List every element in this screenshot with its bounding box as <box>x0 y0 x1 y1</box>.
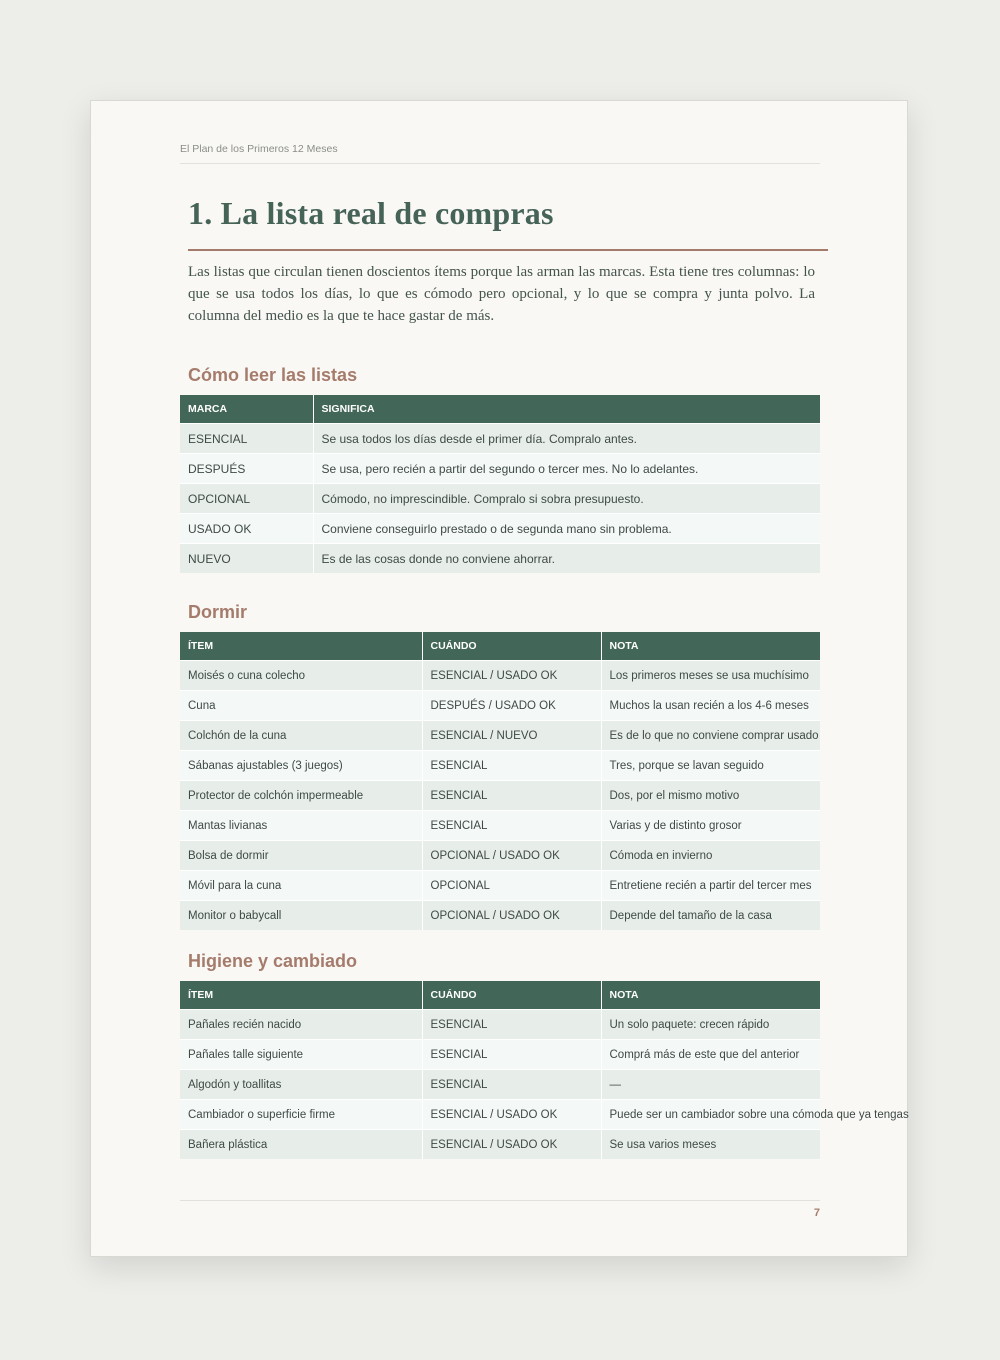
table-cell: DESPUÉS / USADO OK <box>422 691 601 721</box>
table-cell: Bolsa de dormir <box>180 841 422 871</box>
section-title-hygiene: Higiene y cambiado <box>188 951 358 971</box>
table-cell: ESENCIAL <box>422 1040 601 1070</box>
table-cell: Móvil para la cuna <box>180 871 422 901</box>
footer-divider <box>180 1200 820 1201</box>
chapter-title: 1. La lista real de compras <box>188 195 554 231</box>
table-cell: Bañera plástica <box>180 1130 422 1160</box>
table-cell: ESENCIAL <box>422 751 601 781</box>
table-row <box>180 811 820 841</box>
table-cell: Se usa todos los días desde el primer día. Compralo antes. <box>313 424 820 454</box>
column-header: SIGNIFICA <box>313 395 820 424</box>
intro-paragraph: Las listas que circulan tienen doscientos ítems porque las arman las marcas. Esta tiene tres columnas: lo que se usa todos los días, lo que es cómodo pero opcional, y lo que se compra y junta polvo. La columna del medio es la que te hace gastar de más. <box>188 264 815 324</box>
table-cell: Pañales talle siguiente <box>180 1040 422 1070</box>
table-cell: Entretiene recién a partir del tercer mes <box>601 871 820 901</box>
table-cell: Un solo paquete: crecen rápido <box>601 1010 820 1040</box>
running-header: El Plan de los Primeros 12 Meses <box>180 143 820 164</box>
table-cell: Puede ser un cambiador sobre una cómoda que ya tengas <box>601 1100 820 1130</box>
table-cell: Es de lo que no conviene comprar usado <box>601 721 820 751</box>
table-row <box>180 1070 820 1100</box>
table-cell: Protector de colchón impermeable <box>180 781 422 811</box>
table-cell: Se usa, pero recién a partir del segundo o tercer mes. No lo adelantes. <box>313 454 820 484</box>
table-row <box>180 661 820 691</box>
table-cell: Dos, por el mismo motivo <box>601 781 820 811</box>
legend-table <box>180 395 820 573</box>
table-row <box>180 781 820 811</box>
table-cell: ESENCIAL <box>422 811 601 841</box>
table-cell: ESENCIAL <box>422 781 601 811</box>
table-cell: DESPUÉS <box>180 454 313 484</box>
table-cell: Monitor o babycall <box>180 901 422 931</box>
table-row <box>180 751 820 781</box>
table-cell: ESENCIAL / USADO OK <box>422 1100 601 1130</box>
table-cell: Tres, porque se lavan seguido <box>601 751 820 781</box>
table-cell: — <box>601 1070 820 1100</box>
column-header: NOTA <box>601 981 820 1010</box>
section-title-legend: Cómo leer las listas <box>188 365 358 385</box>
sleep-table <box>180 632 820 930</box>
table-cell: Los primeros meses se usa muchísimo <box>601 661 820 691</box>
table-cell: ESENCIAL <box>180 424 313 454</box>
table-header-row <box>180 981 820 1010</box>
table-cell: Varias y de distinto grosor <box>601 811 820 841</box>
table-row <box>180 901 820 931</box>
column-header: CUÁNDO <box>422 981 601 1010</box>
table-row <box>180 424 820 454</box>
table-header-row <box>180 395 820 424</box>
hygiene-table <box>180 981 909 1159</box>
table-cell: Moisés o cuna colecho <box>180 661 422 691</box>
table-row <box>180 1010 820 1040</box>
column-header: ÍTEM <box>180 981 422 1010</box>
table-cell: OPCIONAL / USADO OK <box>422 901 601 931</box>
table-cell: ESENCIAL / USADO OK <box>422 1130 601 1160</box>
table-cell: Cambiador o superficie firme <box>180 1100 422 1130</box>
document-page <box>90 100 908 1257</box>
table-row <box>180 514 820 544</box>
title-divider <box>188 249 828 251</box>
table-cell: ESENCIAL <box>422 1010 601 1040</box>
table-cell: Cómoda en invierno <box>601 841 820 871</box>
table-row <box>180 1130 820 1160</box>
table-cell: Se usa varios meses <box>601 1130 820 1160</box>
table-cell: USADO OK <box>180 514 313 544</box>
table-cell: Colchón de la cuna <box>180 721 422 751</box>
table-cell: Algodón y toallitas <box>180 1070 422 1100</box>
table-cell: Depende del tamaño de la casa <box>601 901 820 931</box>
table-cell: Mantas livianas <box>180 811 422 841</box>
table-row <box>180 544 820 574</box>
column-header: ÍTEM <box>180 632 422 661</box>
column-header: NOTA <box>601 632 820 661</box>
table-cell: Conviene conseguirlo prestado o de segunda mano sin problema. <box>313 514 820 544</box>
table-cell: Sábanas ajustables (3 juegos) <box>180 751 422 781</box>
table-cell: OPCIONAL / USADO OK <box>422 841 601 871</box>
table-row <box>180 721 820 751</box>
column-header: MARCA <box>180 395 313 424</box>
table-cell: ESENCIAL / USADO OK <box>422 661 601 691</box>
table-row <box>180 871 820 901</box>
table-cell: Cuna <box>180 691 422 721</box>
table-row <box>180 454 820 484</box>
table-row <box>180 484 820 514</box>
table-cell: ESENCIAL / NUEVO <box>422 721 601 751</box>
table-cell: OPCIONAL <box>422 871 601 901</box>
table-header-row <box>180 632 820 661</box>
column-header: CUÁNDO <box>422 632 601 661</box>
section-title-sleep: Dormir <box>188 602 248 622</box>
table-row <box>180 691 820 721</box>
table-cell: Muchos la usan recién a los 4-6 meses <box>601 691 820 721</box>
table-cell: NUEVO <box>180 544 313 574</box>
table-cell: Comprá más de este que del anterior <box>601 1040 820 1070</box>
table-cell: Cómodo, no imprescindible. Compralo si sobra presupuesto. <box>313 484 820 514</box>
table-cell: ESENCIAL <box>422 1070 601 1100</box>
table-cell: OPCIONAL <box>180 484 313 514</box>
table-cell: Es de las cosas donde no conviene ahorrar. <box>313 544 820 574</box>
table-cell: Pañales recién nacido <box>180 1010 422 1040</box>
table-row <box>180 841 820 871</box>
page-number: 7 <box>813 1207 820 1219</box>
table-row <box>180 1100 820 1130</box>
table-row <box>180 1040 820 1070</box>
